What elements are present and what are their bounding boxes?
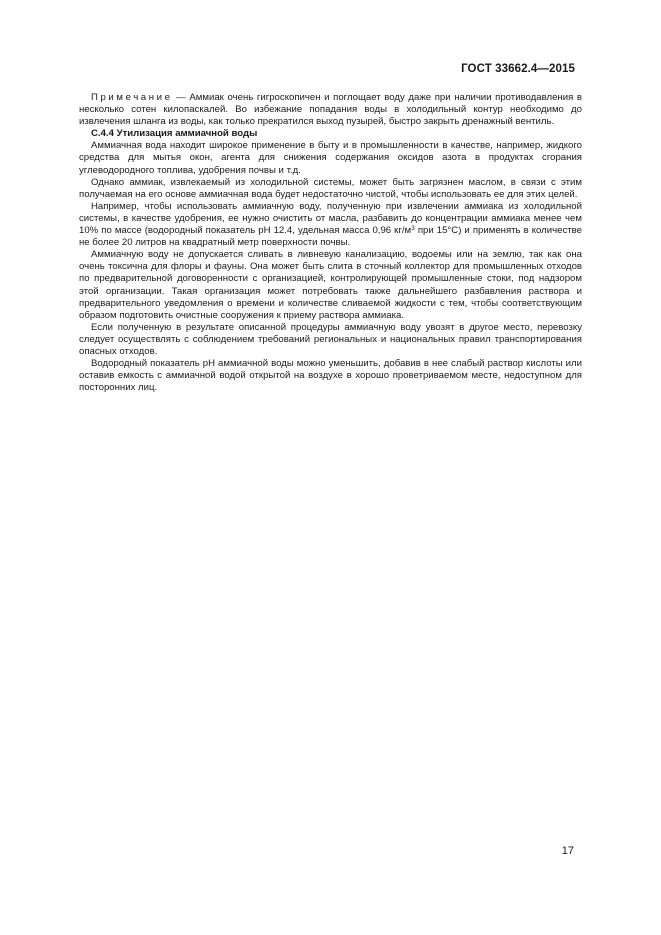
body-paragraph: Водородный показатель pH аммиачной воды можно уменьшить, добавив в нее слабый раствор кислоты или оставив емкость с аммиачной водой открытой на воздухе в хорошо проветриваемом месте, недоступном для посторонних лиц. bbox=[79, 358, 582, 394]
paragraph-text: при 15°C) и применять в количестве не более 20 литров на квадратный метр поверхности почвы. bbox=[79, 225, 582, 249]
document-id: ГОСТ 33662.4—2015 bbox=[461, 63, 575, 75]
section-heading: С.4.4 Утилизация аммиачной воды bbox=[91, 128, 258, 140]
body-paragraph: Аммиачная вода находит широкое применение в быту и в промышленности в качестве, например, жидкого средства для мытья окон, агента для снижения содержания оксидов азота в продуктах сгорания углеводородного топлива, удобрения почвы и т.д. bbox=[79, 140, 582, 176]
body-paragraph: Однако аммиак, извлекаемый из холодильной системы, может быть загрязнен маслом, в связи с этим получаемая на его основе аммиачная вода будет недостаточно чистой, чтобы использовать ее для этих целей. bbox=[79, 176, 582, 200]
body-paragraph bbox=[79, 201, 582, 249]
superscript-exponent: 3 bbox=[411, 225, 415, 233]
page-content bbox=[79, 92, 582, 394]
body-paragraph: Если полученную в результате описанной процедуры аммиачную воду увозят в другое место, перевозку следует осуществлять с соблюдением требований региональных и национальных правил транспортирования опасных отходов. bbox=[79, 321, 582, 357]
note-paragraph bbox=[79, 92, 582, 128]
body-paragraph: Аммиачную воду не допускается сливать в ливневую канализацию, водоемы или на землю, так как она очень токсична для флоры и фауны. Она может быть слита в сточный коллектор для промышленных отходов по предварительной договоренности с организацией, контролирующей промышленные стоки, под надзором этой организации. Такая организация может потребовать также дальнейшего разбавления раствора и предварительного уведомления о времени и количестве сливаемой жидкости с тем, чтобы соответствующим образом подготовить очистные сооружения к приему раствора аммиака. bbox=[79, 249, 582, 321]
note-text: — Аммиак очень гигроскопичен и поглощает воду даже при наличии противодавления в несколько сотен килопаскалей. Во избежание попадания воды в холодильный контур необходимо до извлечения шланга из воды, как только прекратился выход пузырей, быстро закрыть дренажный вентиль. bbox=[79, 92, 582, 128]
note-label: Примечание bbox=[91, 92, 173, 103]
paragraph-text: Например, чтобы использовать аммиачную воду, полученную при извлечении аммиака из холодильной системы, в качестве удобрения, ее нужно очистить от масла, разбавить до концентрации аммиака менее чем 10% по массе (водородный показатель pH 12.4, удельная масса 0,96 кг/м bbox=[79, 200, 582, 237]
page-number: 17 bbox=[561, 845, 574, 857]
